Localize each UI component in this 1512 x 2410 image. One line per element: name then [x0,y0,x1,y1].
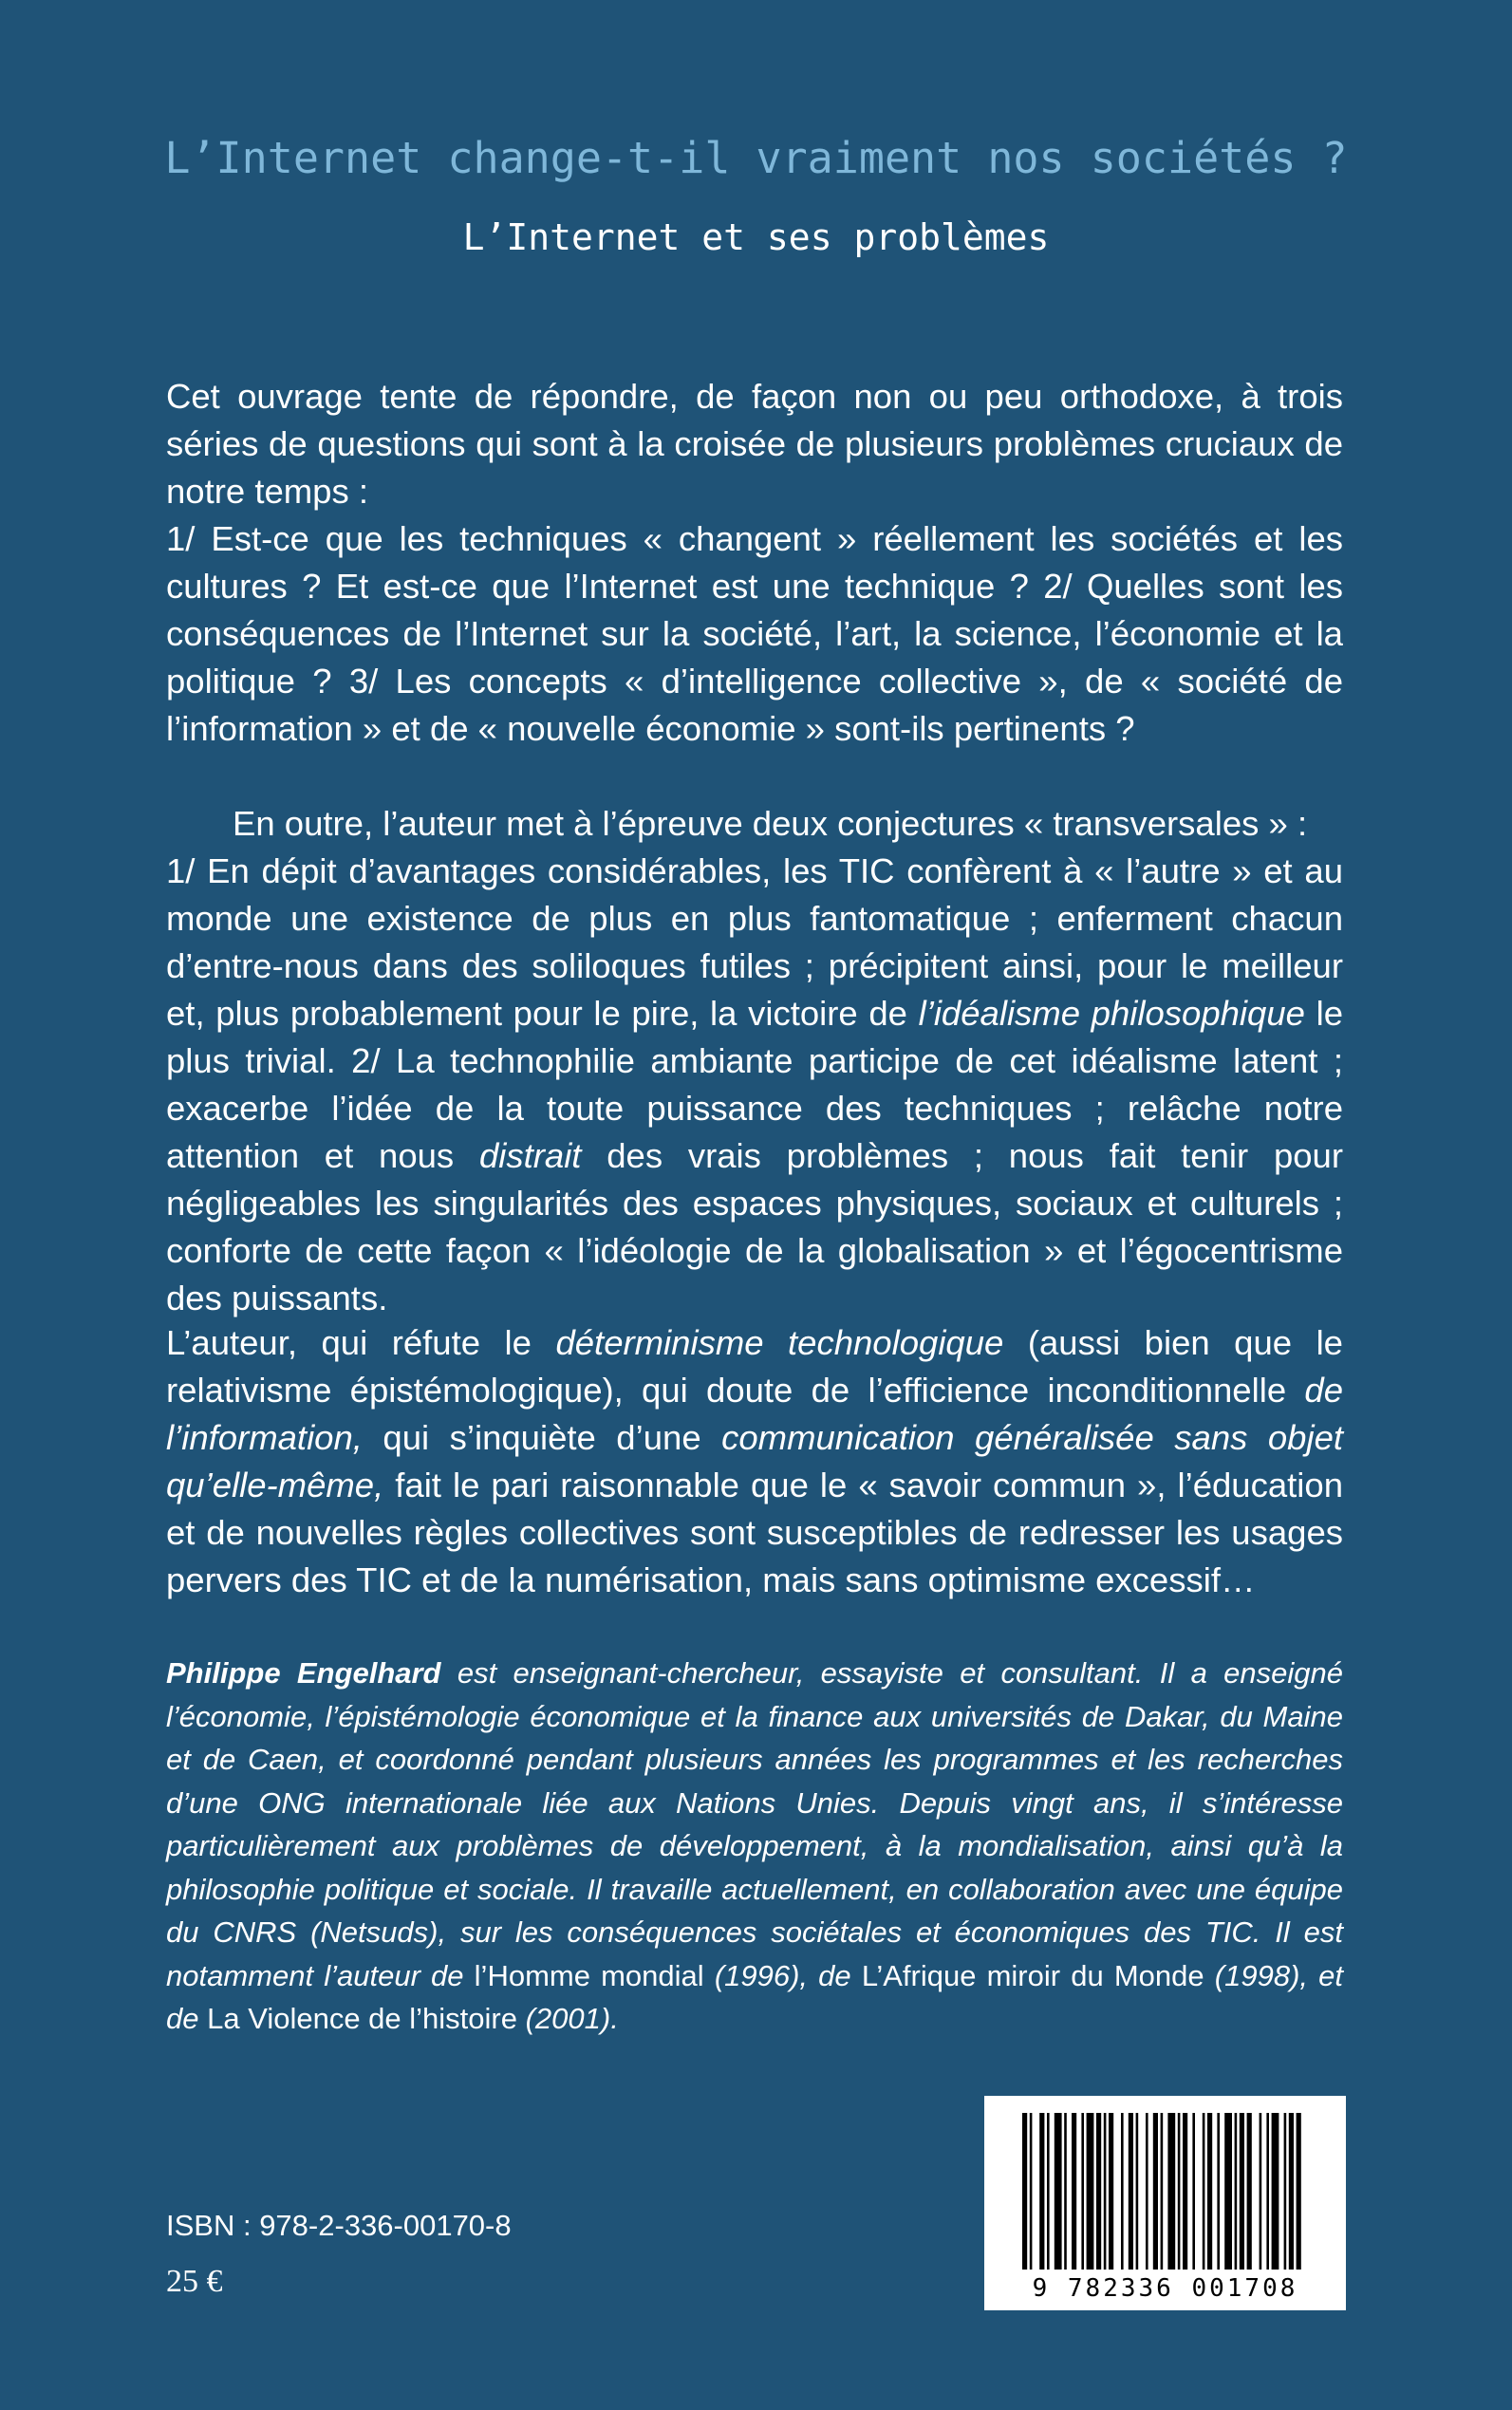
barcode-bar [1272,2113,1279,2270]
barcode-bar [1129,2113,1133,2270]
summary-paragraph-2 [166,800,1343,1322]
isbn: ISBN : 978-2-336-00170-8 [166,2209,512,2242]
barcode-bar [1121,2113,1124,2270]
text-run: fait le pari raisonnable que le « savoir commun », l’éducation et de nouvelles règles collectives sont susceptibles de redresser les usages pervers des TIC et de la numérisation, mais sans optimisme excessif… [166,1466,1343,1599]
barcode-number: 9 782336 001708 [1032,2274,1298,2303]
barcode-bar [1224,2113,1232,2270]
barcode-bar [1192,2113,1195,2270]
barcode-bar [1146,2113,1148,2270]
emphasis: distrait [478,1136,582,1175]
barcode-bar [1289,2113,1294,2270]
book-ref: l’Homme mondial [474,1958,704,1992]
barcode-bar [1247,2113,1252,2270]
text-run: 1/ En dépit d’avantages considérables, les TIC confèrent à « l’autre » et au monde une existence de plus en plus fantomatique ; enferment chacun d’entre-nous dans des soliloques futiles ; précipitent ainsi, pour le meilleur et, plus probablement pour le pire, la victoire de [166,851,1343,1033]
barcode [984,2096,1346,2310]
barcode-bar [1217,2113,1220,2270]
conjectures-intro: En outre, l’auteur met à l’épreuve deux conjectures « transversales » : [233,804,1308,843]
barcode-bar [1087,2113,1094,2270]
barcode-bar [1207,2113,1212,2270]
barcode-bar [1235,2113,1238,2270]
barcode-bar [1096,2113,1101,2270]
emphasis: communication généralisée sans objet qu’elle-même, [166,1418,1344,1504]
barcode-bar [1178,2113,1181,2270]
barcode-bar [1064,2113,1067,2270]
author-bio [166,1652,1343,2041]
text-run: des vrais problèmes ; nous fait tenir pour négligeables les singularités des espaces physiques, sociaux et culturels ; conforte de cette façon « l’idéologie de la globalisation » et l’égocentrisme des puissants. [166,1136,1343,1317]
emphasis: de l’information, [166,1371,1343,1457]
book-ref: La Violence de l’histoire [207,2002,517,2035]
book-subtitle: L’Internet et ses problèmes [462,216,1050,258]
text-run: (aussi bien que le relativisme épistémologique), qui doute de l’efficience inconditionnelle [166,1323,1343,1410]
barcode-bar [1161,2113,1164,2270]
price: 25 € [166,2264,223,2299]
bio-text: (2001). [516,2002,619,2035]
bio-text: est enseignant-chercheur, essayiste et consultant. Il a enseigné l’économie, l’épistémologie économique et la finance aux universités de Dakar, du Maine et de Caen, et coordonné pendant plusieurs années les programmes et les recherches d’une ONG internationale liée aux Nations Unies. Depuis vingt ans, il s’intéresse particulièrement aux problèmes de développement, à la mondialisation, ainsi qu’à la philosophie politique et sociale. Il travaille actuellement, en collaboration avec une équipe du CNRS (Netsuds), sur les conséquences sociétales et économiques des TIC. Il est notamment l’auteur de [166,1656,1343,1992]
barcode-bar [1153,2113,1158,2270]
book-ref: L’Afrique miroir du Monde [861,1958,1204,1992]
summary-intro: Cet ouvrage tente de répondre, de façon non ou peu orthodoxe, à trois séries de questions qui sont à la croisée de plusieurs problèmes cruciaux de notre temps : [166,377,1343,511]
conjectures-text [166,848,1343,1322]
barcode-bar [1136,2113,1139,2270]
text-run: le plus trivial. 2/ La technophilie ambiante participe de cet idéalisme latent ; exacerbe l’idée de la toute puissance des techniques ; relâche notre attention et nous [166,994,1343,1175]
text-run: L’auteur, qui réfute le [166,1323,556,1362]
barcode-bar [1297,2113,1301,2270]
emphasis: déterminisme technologique [555,1323,1004,1362]
barcode-bar [1284,2113,1287,2270]
bio-text: (1998), et de [166,1958,1344,2035]
barcode-bar [1260,2113,1262,2270]
author-name: Philippe Engelhard [166,1656,441,1690]
barcode-bar [1104,2113,1107,2270]
text-run: qui s’inquiète d’une [362,1418,722,1457]
book-title: L’Internet change-t-il vraiment nos sociétés ? [164,133,1348,183]
barcode-bar [1022,2113,1027,2270]
barcode-bar [1167,2113,1175,2270]
bio-text: (1996), de [703,1958,862,1992]
barcode-bar [1203,2113,1205,2270]
barcode-bar [1109,2113,1113,2270]
barcode-bar [1072,2113,1076,2270]
barcode-bar [1039,2113,1044,2270]
emphasis: l’idéalisme philosophique [918,994,1305,1033]
summary-paragraph-1 [166,373,1343,753]
barcode-bar [1047,2113,1050,2270]
summary-paragraph-3 [166,1319,1343,1604]
barcode-bar [1055,2113,1062,2270]
barcode-bar [1266,2113,1269,2270]
author-position-text [166,1319,1343,1604]
summary-questions: 1/ Est-ce que les techniques « changent » réellement les sociétés et les cultures ? Et est-ce que l’Internet est une technique ? 2/ Quelles sont les conséquences de l’Internet sur la société, l’art, la science, l’économie et la politique ? 3/ Les concepts « d’intelligence collective », de « société de l’information » et de « nouvelle économie » sont-ils pertinents ? [166,519,1343,748]
barcode-bar [1081,2113,1084,2270]
barcode-bar [1183,2113,1187,2270]
barcode-bar [1030,2113,1033,2270]
barcode-bar [1240,2113,1244,2270]
